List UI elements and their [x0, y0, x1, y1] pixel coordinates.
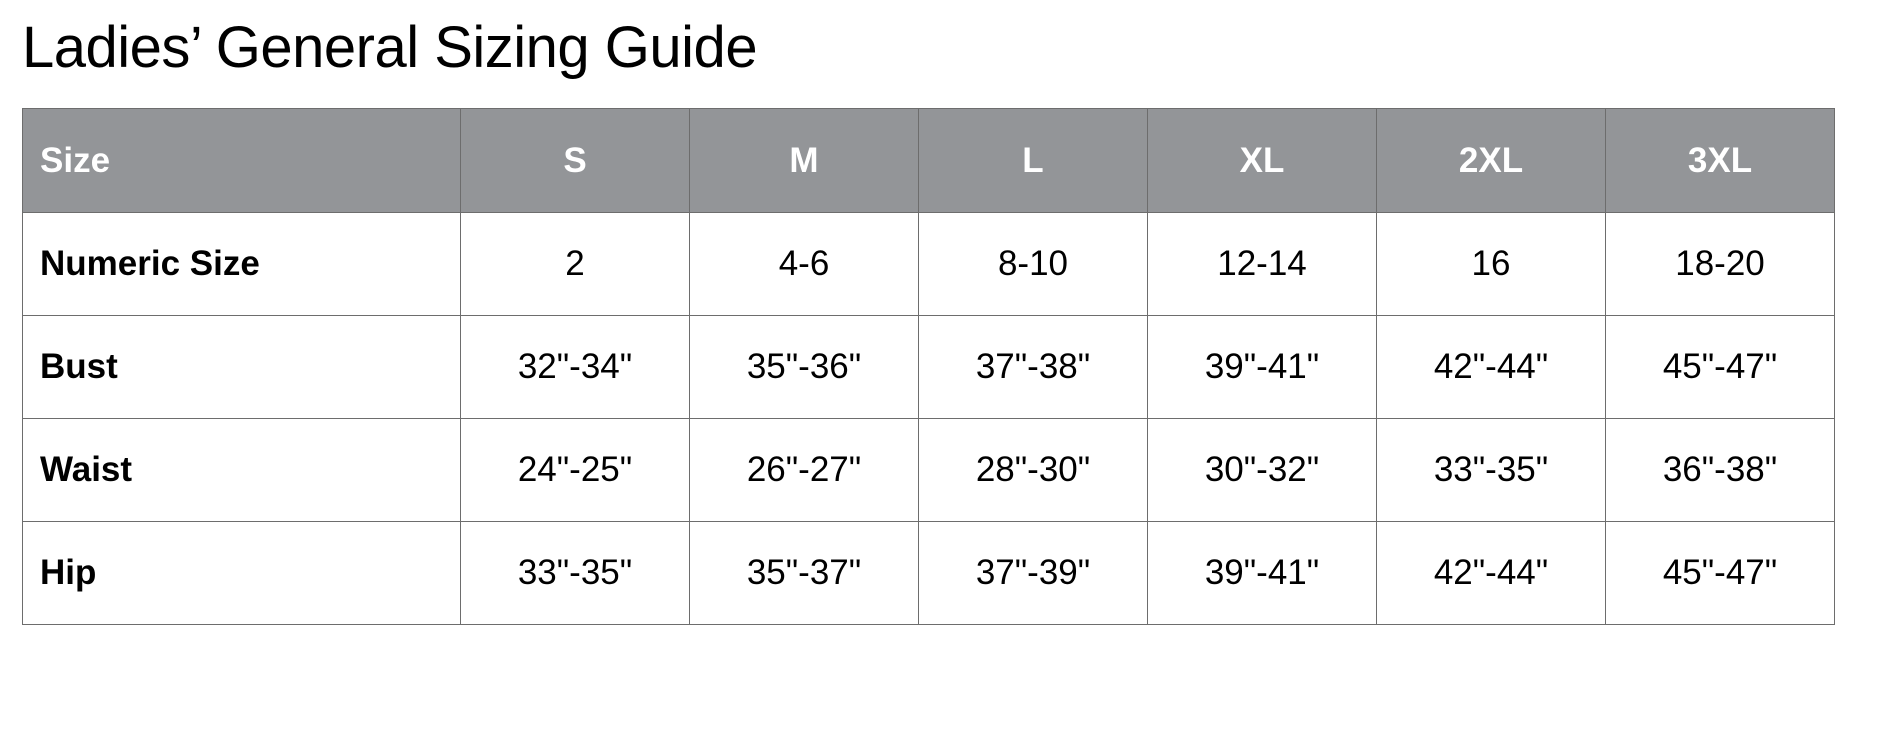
table-cell: 2	[461, 213, 690, 316]
table-cell: 16	[1377, 213, 1606, 316]
table-cell: 8-10	[919, 213, 1148, 316]
page-title: Ladies’ General Sizing Guide	[22, 15, 758, 80]
table-cell: 36"-38"	[1606, 419, 1835, 522]
table-cell: 12-14	[1148, 213, 1377, 316]
header-cell-2xl: 2XL	[1377, 109, 1606, 213]
table-cell: 18-20	[1606, 213, 1835, 316]
table-row	[23, 213, 1835, 316]
table-row	[23, 316, 1835, 419]
table-cell: 28"-30"	[919, 419, 1148, 522]
header-cell-3xl: 3XL	[1606, 109, 1835, 213]
header-cell-l: L	[919, 109, 1148, 213]
table-cell: 33"-35"	[461, 522, 690, 625]
table-cell: 33"-35"	[1377, 419, 1606, 522]
row-label-waist: Waist	[23, 419, 461, 522]
header-cell-s: S	[461, 109, 690, 213]
table-cell: 26"-27"	[690, 419, 919, 522]
table-cell: 45"-47"	[1606, 316, 1835, 419]
table-cell: 32"-34"	[461, 316, 690, 419]
row-label-numeric-size: Numeric Size	[23, 213, 461, 316]
table-cell: 39"-41"	[1148, 522, 1377, 625]
table-cell: 30"-32"	[1148, 419, 1377, 522]
table-cell: 37"-38"	[919, 316, 1148, 419]
table-row	[23, 522, 1835, 625]
table-cell: 39"-41"	[1148, 316, 1377, 419]
table-cell: 45"-47"	[1606, 522, 1835, 625]
table-cell: 4-6	[690, 213, 919, 316]
header-cell-xl: XL	[1148, 109, 1377, 213]
sizing-table	[22, 108, 1835, 625]
header-cell-m: M	[690, 109, 919, 213]
table-cell: 35"-36"	[690, 316, 919, 419]
row-label-bust: Bust	[23, 316, 461, 419]
table-row	[23, 419, 1835, 522]
table-cell: 37"-39"	[919, 522, 1148, 625]
table-cell: 35"-37"	[690, 522, 919, 625]
header-cell-size: Size	[23, 109, 461, 213]
row-label-hip: Hip	[23, 522, 461, 625]
table-cell: 42"-44"	[1377, 316, 1606, 419]
table-cell: 42"-44"	[1377, 522, 1606, 625]
table-cell: 24"-25"	[461, 419, 690, 522]
table-header-row	[23, 109, 1835, 213]
